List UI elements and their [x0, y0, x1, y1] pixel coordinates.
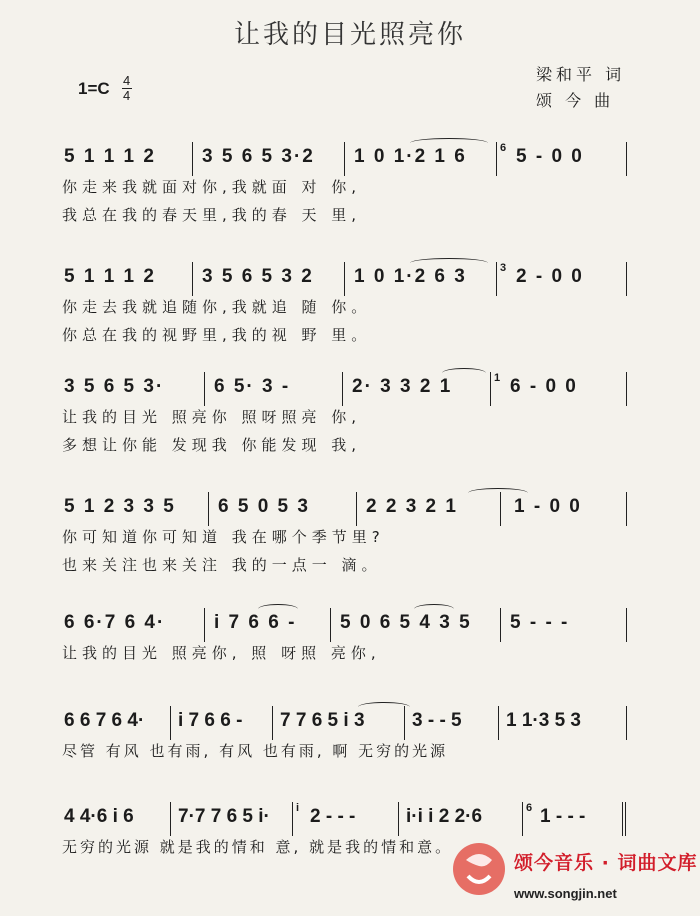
measure: 2 - 0 0: [516, 266, 584, 287]
measure: 6 5 0 5 3: [218, 496, 310, 517]
slur: [414, 604, 454, 614]
barline: [498, 706, 499, 740]
key-signature: [78, 74, 132, 103]
notation-row: [58, 372, 633, 406]
slur: [410, 138, 488, 148]
measure: i 7 6 6 -: [214, 612, 297, 633]
grace-note: 6: [500, 142, 509, 154]
lyric-line: 让我的目光 照亮你 照呀照亮 你,: [62, 408, 362, 426]
measure: 5 - 0 0: [516, 146, 584, 167]
song-title: 让我的目光照亮你: [233, 20, 466, 50]
lyric-line: 你走来我就面对你,我就面 对 你,: [62, 178, 362, 196]
score-system-5: [58, 608, 633, 670]
notation-row: [58, 492, 633, 526]
barline: [272, 706, 273, 740]
measure: 4 4·6 i 6: [64, 806, 134, 827]
measure: 5 1 1 1 2: [64, 146, 156, 167]
score-system-2: [58, 262, 633, 352]
barline: [292, 802, 293, 836]
measure: 2· 3 3 2 1: [352, 376, 453, 397]
notation-row: [58, 802, 633, 836]
barline: [522, 802, 523, 836]
watermark-name: 颂今音乐 · 词曲文库: [514, 852, 698, 874]
barline: [626, 142, 627, 176]
final-barline: [622, 802, 628, 836]
barline: [344, 142, 345, 176]
notation-row: [58, 262, 633, 296]
composer: 颂 今 曲: [536, 91, 615, 110]
measure: 1 0 1·2 6 3: [354, 266, 467, 287]
notation-row: [58, 706, 633, 740]
barline: [204, 372, 205, 406]
barline: [626, 706, 627, 740]
measure: 3 5 6 5 3 2: [202, 266, 314, 287]
lyric-line: 你总在我的视野里,我的视 野 里。: [62, 326, 372, 344]
grace-note: 6: [526, 802, 533, 814]
barline: [626, 492, 627, 526]
score-system-4: [58, 492, 633, 582]
barline: [626, 372, 627, 406]
measure: 3 - - 5: [412, 710, 462, 731]
barline: [330, 608, 331, 642]
measure: 2 - - -: [310, 806, 356, 827]
lyric-line: 多想让你能 发现我 你能发现 我,: [62, 436, 362, 454]
barline: [500, 492, 501, 526]
slur: [442, 368, 486, 378]
measure: 6 6 7 6 4·: [64, 710, 145, 731]
measure: 7·7 7 6 5 i·: [178, 806, 270, 827]
barline: [490, 372, 491, 406]
measure: 3 5 6 5 3·: [64, 376, 165, 397]
barline: [626, 608, 627, 642]
measure: 3 5 6 5 3·2: [202, 146, 315, 167]
lyric-line: 你走去我就追随你,我就追 随 你。: [62, 298, 372, 316]
barline: [192, 262, 193, 296]
barline: [626, 262, 627, 296]
measure: 1 - - -: [540, 806, 586, 827]
notation-row: [58, 608, 633, 642]
barline: [496, 142, 497, 176]
score-system-1: [58, 142, 633, 232]
grace-note: 1: [494, 372, 503, 384]
measure: i 7 6 6 -: [178, 710, 243, 731]
grace-note: i: [296, 802, 300, 814]
watermark-url: www.songjin.net: [514, 886, 617, 901]
barline: [496, 262, 497, 296]
barline: [170, 706, 171, 740]
meter-bottom: 4: [123, 88, 131, 103]
barline: [500, 608, 501, 642]
measure: 5 - - -: [510, 612, 570, 633]
measure: 5 1 1 1 2: [64, 266, 156, 287]
lyric-line: 你可知道你可知道 我在哪个季节里?: [62, 528, 385, 546]
lyric-line: 我总在我的春天里,我的春 天 里,: [62, 206, 362, 224]
measure: 5 1 2 3 3 5: [64, 496, 176, 517]
lyricist: 梁和平 词: [536, 65, 626, 84]
measure: 6 5· 3 -: [214, 376, 291, 397]
slur: [358, 702, 410, 712]
measure: 1 0 1·2 1 6: [354, 146, 467, 167]
songjin-logo-icon: [448, 838, 510, 900]
measure: 1 - 0 0: [514, 496, 582, 517]
notation-row: [58, 142, 633, 176]
barline: [208, 492, 209, 526]
lyric-line: 无穷的光源 就是我的情和 意, 就是我的情和意。: [62, 838, 454, 856]
lyric-line: 也来关注也来关注 我的一点一 滴。: [62, 556, 382, 574]
barline: [398, 802, 399, 836]
credits: [536, 62, 625, 114]
key-label: 1=C: [78, 78, 110, 98]
measure: 7 7 6 5 i 3: [280, 710, 365, 731]
measure: 5 0 6 5 4 3 5: [340, 612, 472, 633]
measure: 6 - 0 0: [510, 376, 578, 397]
lyric-line: 让我的目光 照亮你, 照 呀照 亮你,: [62, 644, 381, 662]
barline: [204, 608, 205, 642]
measure: 6 6·7 6 4·: [64, 612, 166, 633]
measure: 2 2 3 2 1: [366, 496, 458, 517]
barline: [342, 372, 343, 406]
barline: [344, 262, 345, 296]
score-system-6: [58, 706, 633, 768]
lyric-line: 尽管 有风 也有雨, 有风 也有雨, 啊 无穷的光源: [62, 742, 449, 760]
barline: [192, 142, 193, 176]
time-signature: [122, 74, 132, 103]
slur: [410, 258, 488, 268]
score-system-3: [58, 372, 633, 462]
barline: [356, 492, 357, 526]
watermark: [448, 836, 700, 916]
meter-top: 4: [123, 73, 131, 88]
barline: [404, 706, 405, 740]
grace-note: 3: [500, 262, 509, 274]
slur: [258, 604, 298, 614]
measure: 1 1·3 5 3: [506, 710, 581, 731]
measure: i·i i 2 2·6: [406, 806, 483, 827]
barline: [170, 802, 171, 836]
